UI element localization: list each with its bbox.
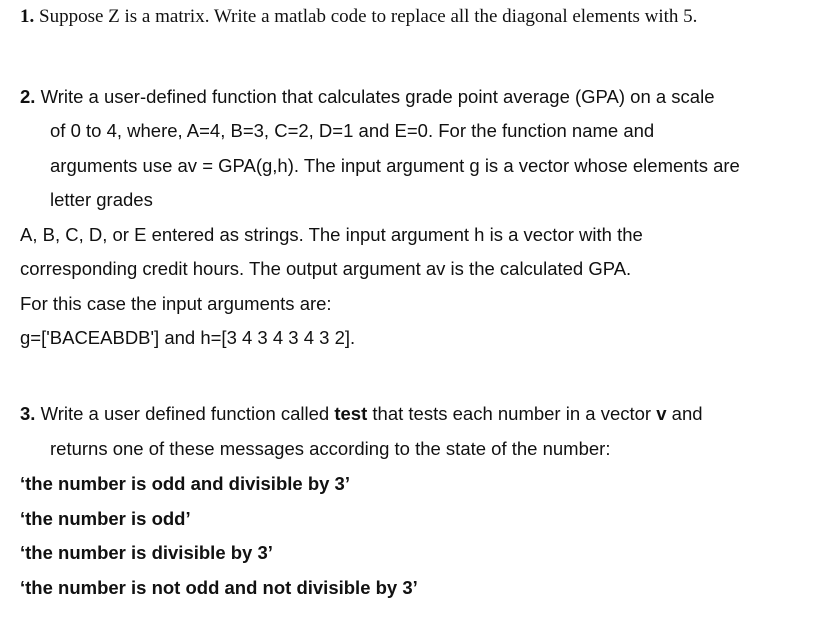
question-1 xyxy=(20,5,697,29)
question-1-text: Suppose Z is a matrix. Write a matlab code to replace all the diagonal elements with 5. xyxy=(39,6,698,27)
question-2-number: 2. xyxy=(20,86,36,107)
question-2-line-1 xyxy=(20,85,715,109)
question-3-text-c: and xyxy=(666,403,703,424)
vector-name-v: v xyxy=(656,403,667,424)
question-2-line-4: letter grades xyxy=(50,189,153,210)
question-1-number: 1. xyxy=(20,6,35,27)
question-3-line-1 xyxy=(20,402,703,426)
message-1: ‘the number is odd and divisible by 3’ xyxy=(20,473,350,494)
message-2: ‘the number is odd’ xyxy=(20,508,191,529)
message-4: ‘the number is not odd and not divisible by 3’ xyxy=(20,577,418,598)
question-2-line-5: A, B, C, D, or E entered as strings. The input argument h is a vector with the xyxy=(20,224,643,245)
question-2-line-2: of 0 to 4, where, A=4, B=3, C=2, D=1 and E=0. For the function name and xyxy=(50,120,655,141)
question-3-text-a: Write a user defined function called xyxy=(40,403,335,424)
message-3: ‘the number is divisible by 3’ xyxy=(20,542,273,563)
question-2-line-8: g=['BACEABDB'] and h=[3 4 3 4 3 4 3 2]. xyxy=(20,327,356,348)
question-2-line-3: arguments use av = GPA(g,h). The input argument g is a vector whose elements are xyxy=(50,155,740,176)
question-3-text-b: that tests each number in a vector xyxy=(367,403,657,424)
question-2-line-6: corresponding credit hours. The output argument av is the calculated GPA. xyxy=(20,258,632,279)
question-2-line-7: For this case the input arguments are: xyxy=(20,293,332,314)
question-2-text-line-1: Write a user-defined function that calculates grade point average (GPA) on a scale xyxy=(40,86,715,107)
function-name-test: test xyxy=(334,403,368,424)
question-3-number: 3. xyxy=(20,403,36,424)
question-3-line-2: returns one of these messages according to the state of the number: xyxy=(50,438,611,459)
